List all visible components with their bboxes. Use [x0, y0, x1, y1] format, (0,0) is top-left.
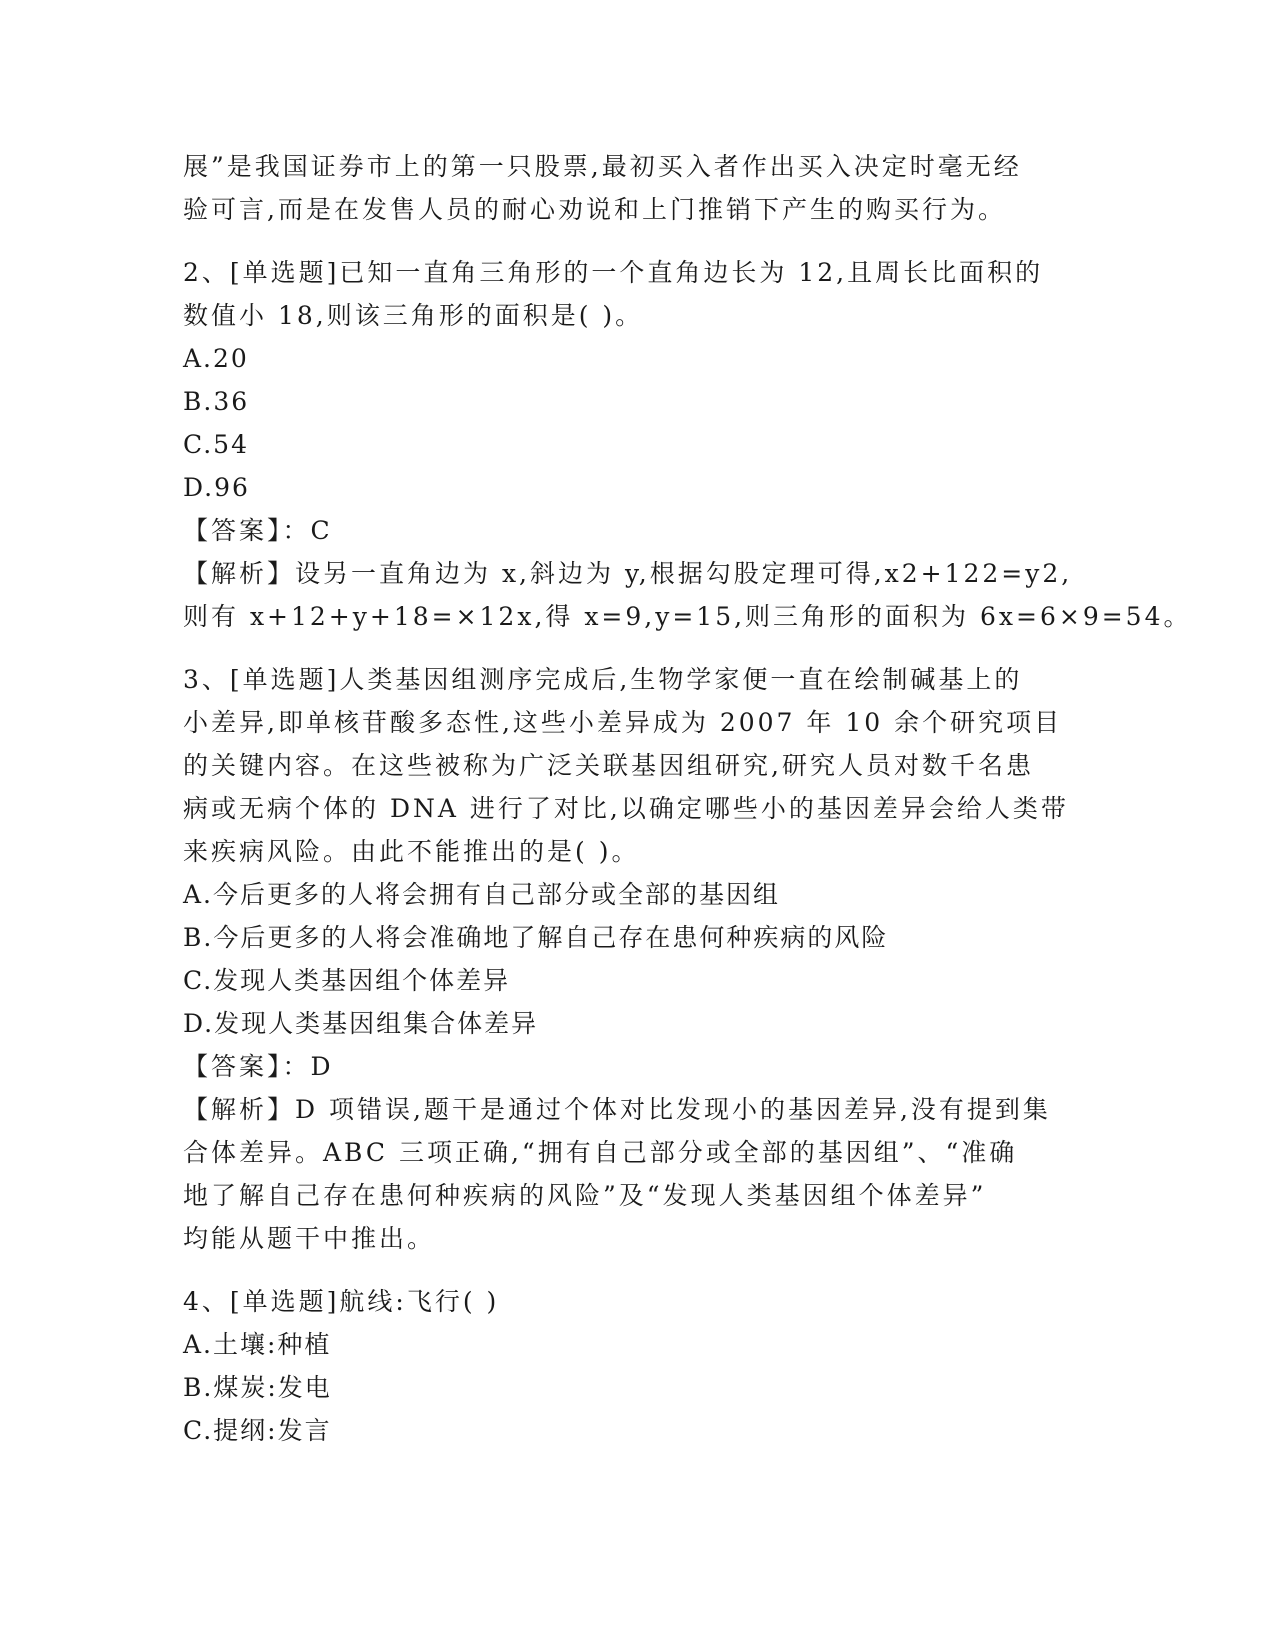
question-stem-line: 4、[单选题]航线:飞行( )	[183, 1287, 500, 1316]
question-2	[183, 251, 1192, 638]
option-b: B.36	[183, 387, 250, 416]
text-line: 展”是我国证券市上的第一只股票,最初买入者作出买入决定时毫无经	[183, 152, 1022, 181]
question-stem-line: 来疾病风险。由此不能推出的是( )。	[183, 837, 640, 866]
analysis-line: 则有 x+12+y+18=×12x,得 x=9,y=15,则三角形的面积为 6x=6×9=54。	[183, 602, 1192, 631]
question-stem-line: 3、[单选题]人类基因组测序完成后,生物学家便一直在绘制碱基上的	[183, 665, 1023, 694]
analysis-line: 均能从题干中推出。	[183, 1224, 436, 1253]
question-3	[183, 658, 1083, 1260]
question-stem-line: 小差异,即单核苷酸多态性,这些小差异成为 2007 年 10 余个研究项目	[183, 708, 1063, 737]
option-d: D.96	[183, 473, 250, 502]
option-a: A.土壤:种植	[183, 1330, 332, 1359]
option-b: B.煤炭:发电	[183, 1373, 332, 1402]
intro-paragraph	[183, 145, 1083, 231]
analysis-line: 地了解自己存在患何种疾病的风险”及“发现人类基因组个体差异”	[183, 1181, 987, 1210]
document-page	[183, 145, 1192, 1452]
option-c: C.提纲:发言	[183, 1416, 332, 1445]
answer-line: 【答案】：D	[183, 1052, 334, 1081]
analysis-line: 合体差异。ABC 三项正确,“拥有自己部分或全部的基因组”、“准确	[183, 1138, 1018, 1167]
option-c: C.54	[183, 430, 249, 459]
option-a: A.20	[183, 344, 249, 373]
text-line: 验可言,而是在发售人员的耐心劝说和上门推销下产生的购买行为。	[183, 195, 1006, 224]
analysis-line: 【解析】设另一直角边为 x,斜边为 y,根据勾股定理可得,x2+122=y2,	[183, 559, 1073, 588]
analysis-line: 【解析】D 项错误,题干是通过个体对比发现小的基因差异,没有提到集	[183, 1095, 1051, 1124]
question-stem-line: 病或无病个体的 DNA 进行了对比,以确定哪些小的基因差异会给人类带	[183, 794, 1069, 823]
option-c: C.发现人类基因组个体差异	[183, 966, 511, 995]
option-a: A.今后更多的人将会拥有自己部分或全部的基因组	[183, 880, 781, 909]
question-stem-line: 的关键内容。在这些被称为广泛关联基因组研究,研究人员对数千名患	[183, 751, 1034, 780]
option-d: D.发现人类基因组集合体差异	[183, 1009, 539, 1038]
question-stem-line: 2、[单选题]已知一直角三角形的一个直角边长为 12,且周长比面积的	[183, 258, 1044, 287]
question-4	[183, 1280, 1083, 1452]
question-stem-line: 数值小 18,则该三角形的面积是( )。	[183, 301, 644, 330]
answer-line: 【答案】：C	[183, 516, 333, 545]
option-b: B.今后更多的人将会准确地了解自己存在患何种疾病的风险	[183, 923, 889, 952]
